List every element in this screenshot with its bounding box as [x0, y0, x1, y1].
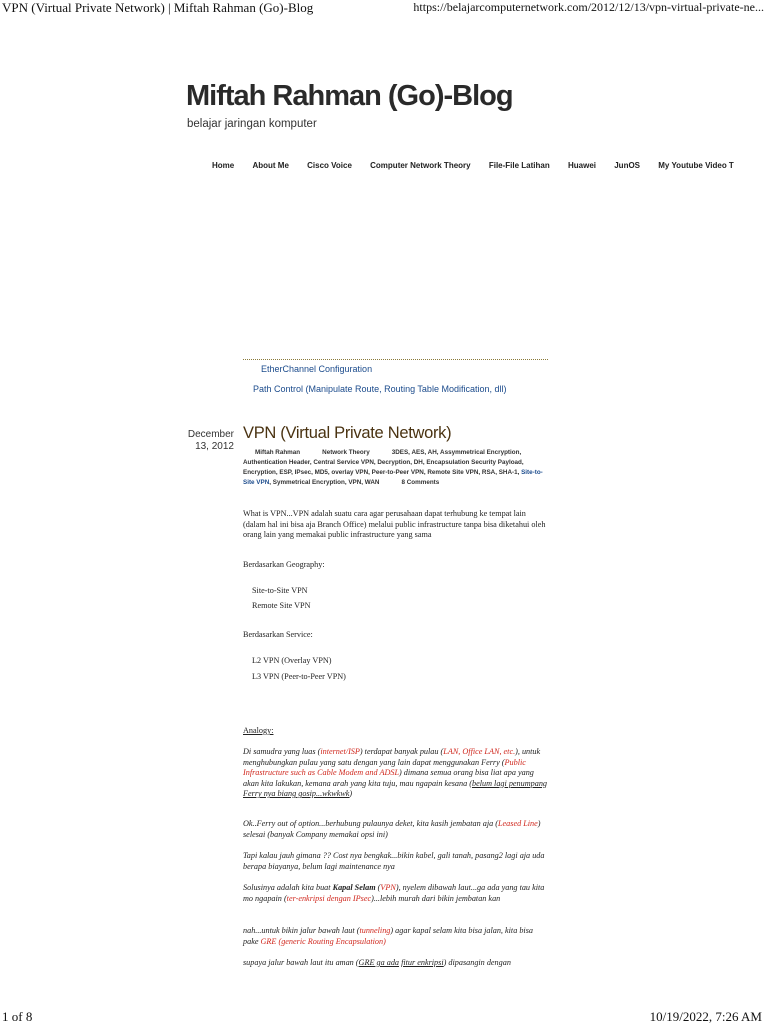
- post-meta: [243, 448, 548, 488]
- print-datetime: 10/19/2022, 7:26 AM: [649, 1009, 762, 1024]
- post-intro: What is VPN...VPN adalah suatu cara agar perusahaan dapat terhubung ke tempat lain (dalam hal ini bisa aja Branch Office) melalui public infrastructure tanpa bisa diketahui oleh orang lain yang memakai public infrastructure yang sama: [243, 509, 546, 539]
- nav-item-junos[interactable]: JunOS: [614, 161, 641, 170]
- print-header-title: VPN (Virtual Private Network) | Miftah Rahman (Go)-Blog: [2, 0, 314, 15]
- tag-site-to-site-vpn[interactable]: Site-to-Site VPN: [243, 469, 543, 486]
- nav-item-file-file-latihan[interactable]: File-File Latihan: [488, 161, 550, 170]
- post-title[interactable]: VPN (Virtual Private Network): [243, 424, 452, 442]
- post-date-day-year: 13, 2012: [195, 441, 234, 452]
- nav-item-huawei[interactable]: Huawei: [567, 161, 596, 170]
- link-etherchannel-configuration[interactable]: EtherChannel Configuration: [261, 364, 373, 374]
- list-item: Site-to-Site VPN: [252, 586, 308, 595]
- link-path-control[interactable]: Path Control (Manipulate Route, Routing Table Modification, dll): [253, 384, 507, 394]
- nav-item-my-youtube-video[interactable]: My Youtube Video T: [658, 161, 734, 170]
- nav-item-cisco-voice[interactable]: Cisco Voice: [307, 161, 352, 170]
- analogy-paragraph-6: supaya jalur bawah laut itu aman (GRE ga ada fitur enkripsi) dipasangin dengan: [243, 958, 511, 967]
- nav-item-computer-network-theory[interactable]: Computer Network Theory: [370, 161, 471, 170]
- analogy-paragraph-2: Ok..Ferry out of option...berhubung pulaunya deket, kita kasih jembatan aja (Leased Line) selesai (banyak Company memakai opsi ini): [243, 819, 541, 839]
- post-tags[interactable]: 3DES, AES, AH, Assymmetrical Encryption, Authentication Header, Central Service VPN, Decryption, DH, Encapsulation Security Payload, Encryption, ESP, IPsec, MD5, overlay VPN, Peer-to-Peer VPN, Remote Site VPN, RSA, SHA-1,: [243, 449, 524, 476]
- post-author[interactable]: Miftah Rahman: [255, 449, 301, 456]
- nav-item-home[interactable]: Home: [212, 161, 235, 170]
- list-item: L3 VPN (Peer-to-Peer VPN): [252, 672, 346, 681]
- post-date-month: December: [187, 429, 234, 440]
- list-item: L2 VPN (Overlay VPN): [252, 656, 332, 665]
- service-heading: Berdasarkan Service:: [243, 630, 313, 639]
- post-date: [186, 429, 234, 453]
- post-category[interactable]: Network Theory: [322, 449, 370, 456]
- nav-item-about-me[interactable]: About Me: [252, 161, 289, 170]
- print-page-number: 1 of 8: [2, 1009, 33, 1024]
- list-item: Remote Site VPN: [252, 601, 311, 610]
- analogy-paragraph-1: Di samudra yang luas (internet/ISP) terdapat banyak pulau (LAN, Office LAN, etc.), untuk menghubungkan pulau yang satu dengan yang lain dapat menggunakan Ferry (Public Infrastructure such as Cable Modem and ADSL) dimana semua orang bisa liat apa yang akan kita lakukan, kemana arah yang kita tuju, mau ngapain kesana (belum lagi penumpang Ferry nya biang gosip...wkwkwk): [243, 747, 548, 798]
- blog-subtitle: belajar jaringan komputer: [187, 118, 317, 130]
- post-comments-link[interactable]: 8 Comments: [401, 479, 440, 486]
- post-tags-rest[interactable]: , Symmetrical Encryption, VPN, WAN: [269, 479, 380, 486]
- print-header-url: https://belajarcomputernetwork.com/2012/12/13/vpn-virtual-private-ne...: [413, 0, 764, 14]
- main-navigation: [212, 161, 750, 170]
- analogy-paragraph-5: nah...untuk bikin jalur bawah laut (tunneling) agar kapal selam kita bisa jalan, kita bisa pake GRE (generic Routing Encapsulation): [243, 926, 533, 946]
- blog-title[interactable]: Miftah Rahman (Go)-Blog: [186, 80, 513, 112]
- analogy-paragraph-3: Tapi kalau jauh gimana ?? Cost nya bengkak...bikin kabel, gali tanah, pasang2 lagi aja uda berapa biayanya, belum lagi maintenance nya: [243, 851, 545, 871]
- dotted-divider: [243, 359, 548, 360]
- analogy-heading: Analogy:: [243, 726, 274, 735]
- analogy-paragraph-4: Solusinya adalah kita buat Kapal Selam (VPN), nyelem dibawah laut...ga ada yang tau kita mo ngapain (ter-enkripsi dengan IPsec)...lebih murah dari bikin jembatan kan: [243, 883, 545, 903]
- geo-heading: Berdasarkan Geography:: [243, 560, 325, 569]
